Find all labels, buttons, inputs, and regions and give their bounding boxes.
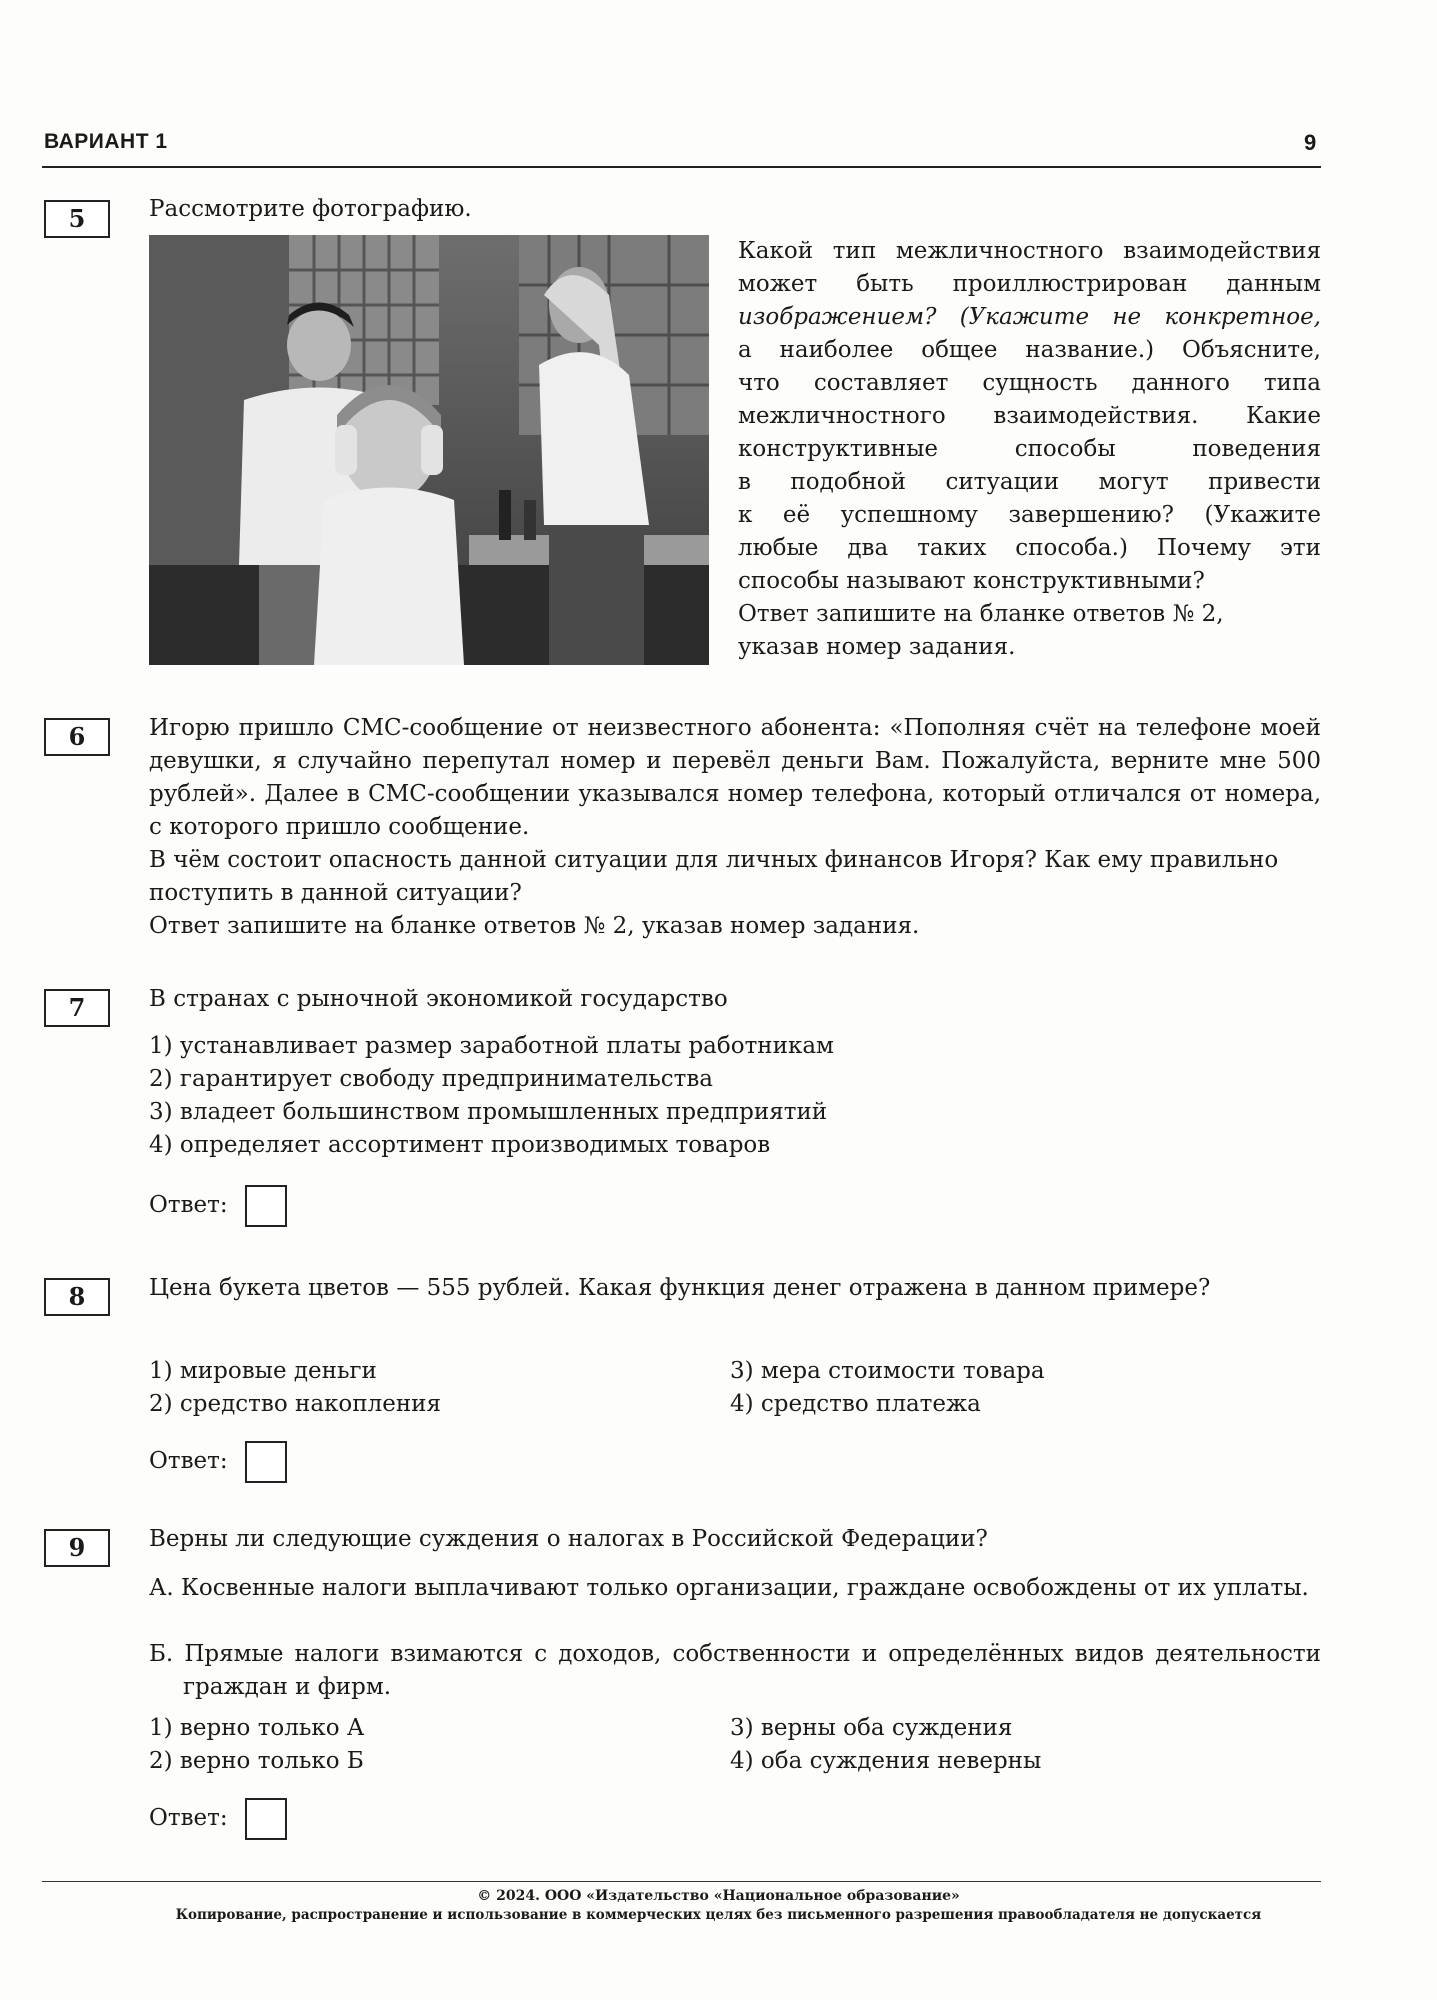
footer-copyright: © 2024. ООО «Издательство «Национальное образование»	[477, 1888, 960, 1904]
task-7-options	[149, 1030, 834, 1162]
answer-box-9[interactable]	[245, 1798, 287, 1840]
task-5-line: к её успешному завершению? (Укажите	[738, 502, 1321, 528]
footer-rule	[42, 1881, 1321, 1882]
option: 2) верно только Б	[149, 1748, 364, 1774]
variant-label: ВАРИАНТ 1	[44, 130, 168, 153]
task-6-text: Игорю пришло СМС-сообщение от неизвестного абонента: «Пополняя счёт на телефоне моей девушки, я случайно перепутал номер и перевёл деньги Вам. Пожалуйста, верните мне 500 рублей». Далее в СМС-сообщении указывался номер телефона, который отличался от номера, с которого пришло сообщение.	[149, 715, 1321, 840]
option: 1) верно только А	[149, 1715, 365, 1741]
task-5-line: указав номер задания.	[738, 634, 1016, 660]
task-number-8: 8	[44, 1278, 110, 1316]
family-quarrel-photo	[149, 235, 709, 665]
task-5-line: способы называют конструктивными?	[738, 568, 1205, 594]
task-5-line: а наиболее общее название.) Объясните,	[738, 337, 1321, 363]
task-number-9: 9	[44, 1529, 110, 1567]
header-rule	[42, 166, 1321, 168]
task-number-6: 6	[44, 718, 110, 756]
task-9-judgement-b: Б. Прямые налоги взимаются с доходов, собственности и определённых видов деятельности граждан и фирм.	[149, 1641, 1321, 1700]
option: 4) определяет ассортимент производимых товаров	[149, 1132, 771, 1158]
option: 2) гарантирует свободу предпринимательства	[149, 1066, 713, 1092]
option: 3) верны оба суждения	[730, 1715, 1013, 1741]
task-5-line: что составляет сущность данного типа	[738, 370, 1321, 396]
task-8-stem: Цена букета цветов — 555 рублей. Какая функция денег отражена в данном примере?	[149, 1275, 1211, 1301]
task-5-line: Ответ запишите на бланке ответов № 2,	[738, 601, 1224, 627]
task-number-5: 5	[44, 200, 110, 238]
task-7-stem: В странах с рыночной экономикой государство	[149, 986, 728, 1012]
answer-label: Ответ:	[149, 1192, 228, 1218]
option: 4) средство платежа	[730, 1391, 981, 1417]
task-5-prompt: Рассмотрите фотографию.	[149, 196, 472, 222]
footer-notice: Копирование, распространение и использование в коммерческих целях без письменного разрешения правообладателя не допускается	[175, 1907, 1262, 1923]
task-number-7: 7	[44, 989, 110, 1027]
option: 1) мировые деньги	[149, 1358, 377, 1384]
task-5-question	[738, 235, 1321, 664]
task-6-question: В чём состоит опасность данной ситуации для личных финансов Игоря? Как ему правильно поступить в данной ситуации?	[149, 847, 1279, 906]
task-5-line: может быть проиллюстрирован данным	[738, 271, 1321, 297]
task-6-instruction: Ответ запишите на бланке ответов № 2, указав номер задания.	[149, 913, 920, 939]
option: 1) устанавливает размер заработной платы работникам	[149, 1033, 834, 1059]
task-5-line: Какой тип межличностного взаимодействия	[738, 238, 1321, 264]
task-6-body	[149, 712, 1321, 943]
page-number: 9	[1304, 130, 1317, 155]
task-9-stem: Верны ли следующие суждения о налогах в Российской Федерации?	[149, 1526, 988, 1552]
task-9-judgement-a: А. Косвенные налоги выплачивают только организации, граждане освобождены от их уплаты.	[149, 1575, 1309, 1601]
option: 3) мера стоимости товара	[730, 1358, 1045, 1384]
task-5-line: изображением? (Укажите не конкретное,	[738, 304, 1321, 330]
task-5-line: любые два таких способа.) Почему эти	[738, 535, 1321, 561]
answer-label: Ответ:	[149, 1448, 228, 1474]
option: 4) оба суждения неверны	[730, 1748, 1042, 1774]
task-5-line: межличностного взаимодействия. Какие	[738, 403, 1321, 429]
option: 2) средство накопления	[149, 1391, 441, 1417]
answer-label: Ответ:	[149, 1805, 228, 1831]
task-5-line: конструктивные способы поведения	[738, 436, 1321, 462]
answer-box-8[interactable]	[245, 1441, 287, 1483]
option: 3) владеет большинством промышленных предприятий	[149, 1099, 828, 1125]
task-5-line: в подобной ситуации могут привести	[738, 469, 1321, 495]
answer-box-7[interactable]	[245, 1185, 287, 1227]
